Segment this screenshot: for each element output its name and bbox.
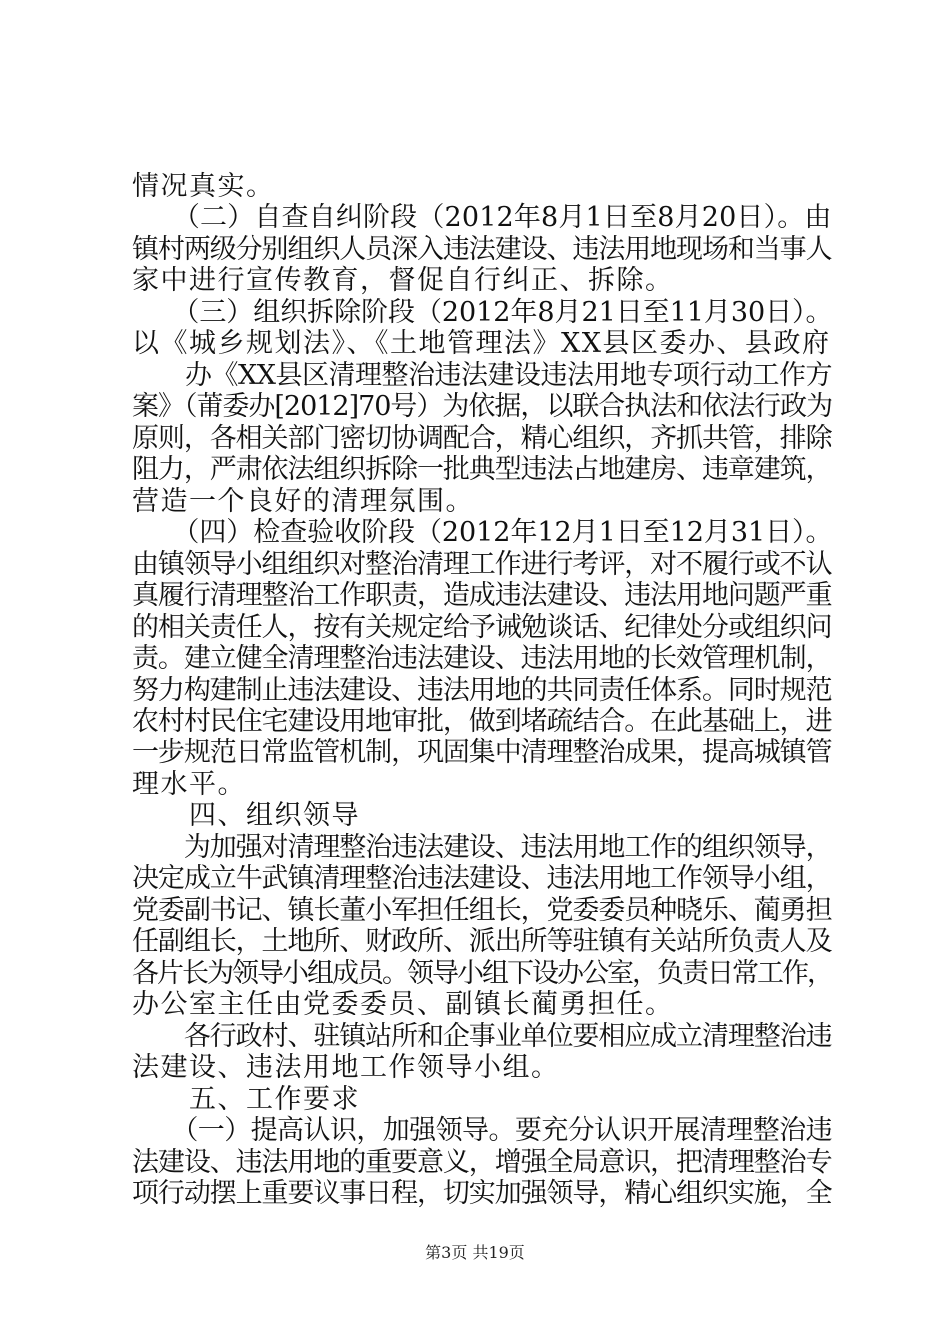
- text-line: 镇村两级分别组织人员深入违法建设、违法用地现场和当事人: [132, 234, 832, 265]
- text-line: 原则，各相关部门密切协调配合，精心组织，齐抓共管，排除: [132, 423, 832, 454]
- text-line: 办《XX县区清理整治违法建设违法用地专项行动工作方: [132, 360, 832, 391]
- text-line: （一）提高认识，加强领导。要充分认识开展清理整治违: [132, 1115, 832, 1146]
- text-line: 以《城乡规划法》、《土地管理法》XX县区委办、县政府: [132, 328, 831, 359]
- text-line: 任副组长，土地所、财政所、派出所等驻镇有关站所负责人及: [132, 926, 832, 957]
- text-line: 情况真实。: [132, 171, 275, 202]
- text-line: 项行动摆上重要议事日程，切实加强领导，精心组织实施，全: [132, 1178, 832, 1209]
- text-line: 各行政村、驻镇站所和企事业单位要相应成立清理整治违: [132, 1021, 832, 1052]
- text-line: （四）检查验收阶段（2012年12月1日至12月31日）。: [132, 517, 833, 548]
- text-line: 阻力，严肃依法组织拆除一批典型违法占地建房、违章建筑，: [132, 454, 832, 485]
- text-line: 农村村民住宅建设用地审批，做到堵疏结合。在此基础上，进: [132, 706, 832, 737]
- text-line: 理水平。: [132, 769, 246, 800]
- text-line: 案》（莆委办[2012]70号）为依据，以联合执法和依法行政为: [132, 391, 833, 422]
- text-line: （三）组织拆除阶段（2012年8月21日至11月30日）。: [132, 297, 833, 328]
- text-line: 办公室主任由党委委员、副镇长蔺勇担任。: [132, 989, 674, 1020]
- page-footer: 第3页 共19页: [425, 1243, 525, 1262]
- text-line: 努力构建制止违法建设、违法用地的共同责任体系。同时规范: [132, 675, 832, 706]
- text-line: 党委副书记、镇长董小军担任组长，党委委员种晓乐、蔺勇担: [132, 895, 832, 926]
- section-heading: 五、工作要求: [132, 1084, 360, 1115]
- text-line: 为加强对清理整治违法建设、违法用地工作的组织领导，: [132, 832, 832, 863]
- text-line: 家中进行宣传教育，督促自行纠正、拆除。: [132, 265, 674, 296]
- text-line: （二）自查自纠阶段（2012年8月1日至8月20日）。由: [132, 202, 832, 233]
- text-line: 责。建立健全清理整治违法建设、违法用地的长效管理机制，: [132, 643, 832, 674]
- text-line: 法建设、违法用地工作领导小组。: [132, 1052, 560, 1083]
- text-line: 真履行清理整治工作职责，造成违法建设、违法用地问题严重: [132, 580, 832, 611]
- text-line: 法建设、违法用地的重要意义，增强全局意识，把清理整治专: [132, 1147, 832, 1178]
- text-line: 各片长为领导小组成员。领导小组下设办公室，负责日常工作，: [132, 958, 832, 989]
- text-line: 的相关责任人，按有关规定给予诫勉谈话、纪律处分或组织问: [132, 612, 832, 643]
- text-line: 一步规范日常监管机制，巩固集中清理整治成果，提高城镇管: [132, 737, 832, 768]
- text-line: 营造一个良好的清理氛围。: [132, 486, 474, 517]
- section-heading: 四、组织领导: [132, 800, 360, 831]
- text-line: 由镇领导小组组织对整治清理工作进行考评，对不履行或不认: [132, 549, 832, 580]
- text-line: 决定成立牛武镇清理整治违法建设、违法用地工作领导小组，: [132, 863, 832, 894]
